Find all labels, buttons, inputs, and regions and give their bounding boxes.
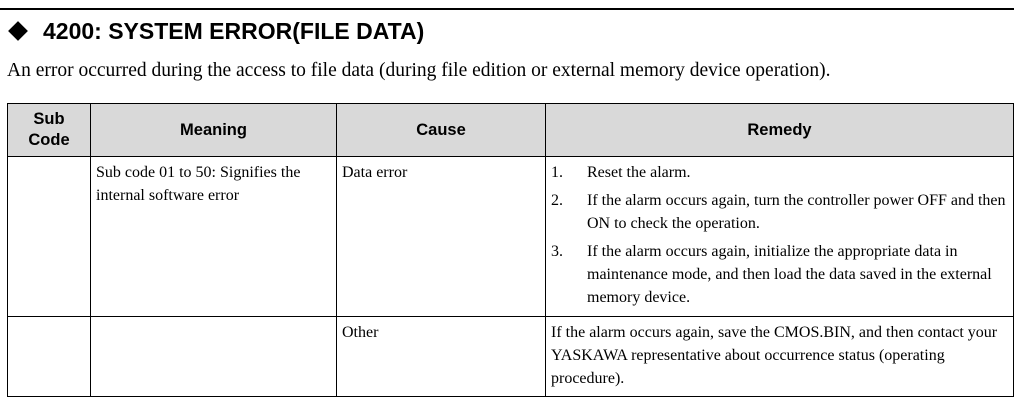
cause-cell: Data error: [337, 157, 546, 317]
meaning-cell: [91, 317, 337, 397]
diamond-bullet-icon: [8, 21, 28, 41]
sub-code-cell: [8, 157, 91, 317]
remedy-cell: If the alarm occurs again, save the CMOS.BIN, and then contact your YASKAWA representative about occurrence status (operating procedure).: [546, 317, 1014, 397]
remedy-step: [551, 240, 1008, 309]
remedy-step-number: 3.: [551, 243, 563, 260]
remedy-cell: [546, 157, 1014, 317]
table-row: [8, 317, 1014, 397]
remedy-step: [551, 161, 1008, 184]
intro-paragraph: An error occurred during the access to file data (during file edition or external memory device operation).: [7, 60, 831, 81]
top-rule: [0, 8, 1014, 10]
remedy-step-text: If the alarm occurs again, initialize the appropriate data in maintenance mode, and then load the data saved in the external memory device.: [587, 243, 992, 306]
section-heading: [7, 14, 424, 48]
remedy-step-number: 2.: [551, 192, 563, 209]
meaning-cell: Sub code 01 to 50: Signifies the internal software error: [91, 157, 337, 317]
remedy-steps-list: [551, 161, 1008, 309]
header-meaning: Meaning: [91, 104, 337, 157]
remedy-step-number: 1.: [551, 164, 563, 181]
header-sub-code: Sub Code: [8, 104, 91, 157]
remedy-step: [551, 189, 1008, 235]
section-heading-text: 4200: SYSTEM ERROR(FILE DATA): [43, 17, 425, 44]
remedy-step-text: If the alarm occurs again, turn the controller power OFF and then ON to check the operation.: [587, 192, 1006, 232]
remedy-step-text: Reset the alarm.: [587, 164, 691, 181]
error-table: [7, 103, 1014, 397]
cause-cell: Other: [337, 317, 546, 397]
table-row: [8, 157, 1014, 317]
header-remedy: Remedy: [546, 104, 1014, 157]
table-header-row: [8, 104, 1014, 157]
sub-code-cell: [8, 317, 91, 397]
header-cause: Cause: [337, 104, 546, 157]
